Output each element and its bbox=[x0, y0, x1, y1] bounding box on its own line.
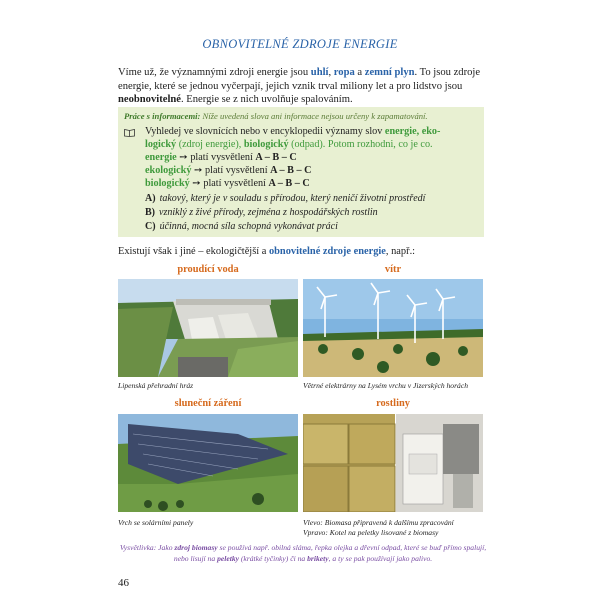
sun-title: sluneční záření bbox=[174, 398, 242, 409]
option-a: A) takový, který je v souladu s přírodou, který neničí životní prostředí bbox=[145, 193, 426, 204]
book-icon bbox=[124, 128, 135, 137]
plants-title: rostliny bbox=[376, 398, 410, 409]
biomass-photo bbox=[303, 414, 483, 512]
match-row-biologicky: biologický ➙ platí vysvětlení A – B – C bbox=[145, 178, 310, 189]
wind-caption: Větrné elektrárny na Lysém vrchu v Jizerských horách bbox=[303, 381, 469, 390]
intro-paragraph: Víme už, že významnými zdroji energie jsou uhlí, ropa a zemní plyn. To jsou zdroje energie, které se jednou vyčerpají, jejich vznik trval miliony let a pro lidstvo jsou neobnovitelné. Energie se z nich uvolňuje spalováním. bbox=[118, 67, 481, 106]
water-caption: Lipenská přehradní hráz bbox=[118, 381, 194, 390]
option-c: C) účinná, mocná síla schopná vykonávat práci bbox=[145, 221, 338, 232]
plants-caption: Vlevo: Biomasa připravená k dalšímu zpracování Vpravo: Kotel na peletky lisované z biomasy bbox=[303, 518, 454, 537]
page-title: OBNOVITELNÉ ZDROJE ENERGIE bbox=[202, 37, 398, 51]
sun-caption: Vrch se solárními panely bbox=[118, 518, 194, 527]
wind-turbines-photo bbox=[303, 279, 483, 377]
task-text: Vyhledej ve slovnících nebo v encyklopedii významy slov energie, eko- logický (zdroj energie), biologický (odpad). Potom rozhodni, co je co. energie ➙ platí vysvětlení A – B – C ekologický ➙ platí vysvětlení A – B – C biologický ➙ platí vysvětlení A – B – C bbox=[145, 125, 480, 190]
match-row-energie: energie ➙ platí vysvětlení A – B – C bbox=[145, 152, 297, 163]
wind-title: vítr bbox=[384, 264, 402, 275]
footnote: Vysvětlivka: Jako zdroj biomasy se používá např. obilná sláma, řepka olejka a dřevní odpad, které se buď přímo spalují, nebo lisují na peletky (krátké tyčinky) či na brikety, a ty se pak používají jako palivo. bbox=[119, 543, 487, 563]
dam-photo bbox=[118, 279, 298, 377]
solar-panels-photo bbox=[118, 414, 298, 512]
exist-sentence: Existují však i jiné – ekologičtější a obnovitelné zdroje energie, např.: bbox=[118, 246, 416, 257]
info-box-header: Práce s informacemi: Níže uvedená slova ani informace nejsou určeny k zapamatování. bbox=[124, 111, 428, 121]
water-title: proudící voda bbox=[177, 264, 239, 275]
option-b: B) vzniklý z živé přírody, zejména z hospodářských rostlin bbox=[145, 207, 378, 218]
match-row-ekologicky: ekologický ➙ platí vysvětlení A – B – C bbox=[145, 165, 312, 176]
page-number: 46 bbox=[118, 577, 129, 589]
